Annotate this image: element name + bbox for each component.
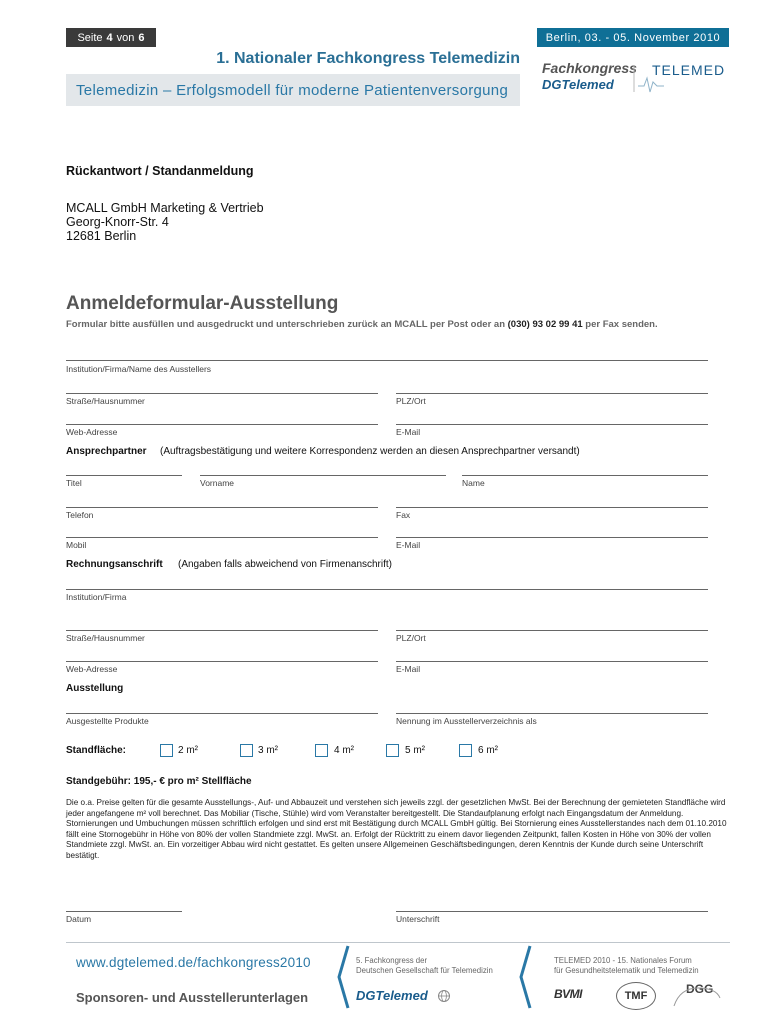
vorname-label: Vorname — [200, 478, 235, 488]
date-label: Datum — [66, 914, 92, 924]
billing-note: (Angaben falls abweichend von Firmenanschrift) — [178, 559, 392, 570]
page-total: 6 — [138, 31, 145, 44]
footer-url-link[interactable]: www.dgtelemed.de/fachkongress2010 — [76, 955, 311, 970]
telemed-logo-text: TELEMED — [652, 62, 726, 78]
stand-4-checkbox[interactable] — [315, 744, 328, 757]
fachkongress-logo-text: Fachkongress — [542, 60, 637, 76]
plz-field[interactable] — [396, 393, 708, 394]
form-title: Anmeldeformular-Ausstellung — [66, 293, 339, 314]
instructions-text-end: per Fax senden. — [582, 319, 658, 330]
stand-2-checkbox[interactable] — [160, 744, 173, 757]
billing-heading: Rechnungsanschrift — [66, 559, 163, 570]
event-date-badge: Berlin, 03. - 05. November 2010 — [537, 28, 729, 47]
page-indicator — [66, 28, 156, 47]
directory-label: Nennung im Ausstellerverzeichnis als — [396, 716, 537, 726]
billing-email-field[interactable] — [396, 661, 708, 662]
vorname-field[interactable] — [200, 475, 446, 476]
stand-3-label: 3 m² — [258, 745, 278, 756]
dgtelemed-logo-text: DGTelemed — [542, 77, 614, 92]
globe-icon — [437, 989, 451, 1003]
reply-heading: Rückantwort / Standanmeldung — [66, 164, 254, 178]
street-field[interactable] — [66, 393, 378, 394]
page-current: 4 — [106, 31, 113, 44]
tmf-logo-text: TMF — [624, 990, 648, 1002]
billing-web-field[interactable] — [66, 661, 378, 662]
bvmi-logo: BVMI — [554, 987, 582, 1001]
stand-fee: Standgebühr: 195,- € pro m² Stellfläche — [66, 776, 252, 787]
footer-mid-line1: 5. Fachkongress der — [356, 956, 428, 965]
contact-email-field[interactable] — [396, 537, 708, 538]
street-label: Straße/Hausnummer — [66, 396, 145, 406]
date-field[interactable] — [66, 911, 182, 912]
billing-institution-label: Institution/Firma — [66, 592, 127, 602]
web-field[interactable] — [66, 424, 378, 425]
fax-number: (030) 93 02 99 41 — [507, 319, 583, 330]
dgg-logo: DGG — [686, 982, 714, 996]
chevron-left-icon-2 — [518, 944, 532, 1010]
mobil-label: Mobil — [66, 540, 87, 550]
titel-field[interactable] — [66, 475, 182, 476]
stand-area-label: Standfläche: — [66, 745, 127, 756]
signature-label: Unterschrift — [396, 914, 440, 924]
fax-label: Fax — [396, 510, 411, 520]
stand-5-checkbox[interactable] — [386, 744, 399, 757]
billing-plz-label: PLZ/Ort — [396, 633, 426, 643]
address-street: Georg-Knorr-Str. 4 — [66, 215, 169, 229]
footer-mid-line2: Deutschen Gesellschaft für Telemedizin — [356, 966, 493, 975]
email-label: E-Mail — [396, 427, 421, 437]
footer-right-line2: für Gesundheitstelematik und Telemedizin — [554, 966, 699, 975]
billing-street-label: Straße/Hausnummer — [66, 633, 145, 643]
page-of: von — [116, 31, 135, 44]
form-instructions — [66, 319, 658, 330]
dgg-swoosh-icon — [670, 984, 724, 1010]
terms-paragraph: Die o.a. Preise gelten für die gesamte Ausstellungs-, Auf- und Abbauzeit und verstehen sich jeweils zzgl. der gesetzlichen MwSt. Bei der Berechnung der gemieteten Standfläche wird jeder angefangene m² voll berechnet. Das Mobiliar (Tische, Stühle) wird vom Veranstalter bereitgestellt. Die Standaufplanung erfolgt nach Eingangsdatum der Anmeldung. Stornierungen und Umbuchungen müssen schriftlich erfolgen und sind erst mit Bestätigung durch MCALL GmbH gültig. Bei Stornierung eines Ausstellerstandes nach dem 01.10.2010 fällt eine Stornogebühr in Höhe von 80% der vollen Standmiete zzgl. MwSt. an. Erfolgt der Rücktritt zu einem davor liegenden Zeitpunkt, fallen Kosten in Höhe von 30% der vollen Standmiete zzgl. MwSt. an. Ein vorzeitiger Abbau wird nicht gestattet. Es gelten unsere Allgemeinen Geschäftsbedingungen, deren Kenntnis der Kunde durch seine Unterschrift bestätigt. — [66, 798, 727, 860]
institution-field[interactable] — [66, 360, 708, 361]
congress-title: 1. Nationaler Fachkongress Telemedizin — [216, 50, 520, 67]
address-company: MCALL GmbH Marketing & Vertrieb — [66, 201, 264, 215]
address-city: 12681 Berlin — [66, 229, 137, 243]
page-prefix: Seite — [77, 31, 103, 44]
stand-4-label: 4 m² — [334, 745, 354, 756]
stand-3-checkbox[interactable] — [240, 744, 253, 757]
chevron-left-icon — [336, 944, 350, 1010]
footer-dgtelemed-text — [356, 956, 493, 976]
exhibit-heading: Ausstellung — [66, 683, 124, 694]
name-field[interactable] — [462, 475, 708, 476]
institution-label: Institution/Firma/Name des Ausstellers — [66, 364, 212, 374]
footer-dgtelemed-logo: DGTelemed — [356, 988, 428, 1003]
congress-subtitle: Telemedizin – Erfolgsmodell für moderne Patientenversorgung — [76, 82, 509, 99]
web-label: Web-Adresse — [66, 427, 118, 437]
email-field[interactable] — [396, 424, 708, 425]
products-field[interactable] — [66, 713, 378, 714]
fax-field[interactable] — [396, 507, 708, 508]
contact-heading: Ansprechpartner — [66, 446, 147, 457]
billing-web-label: Web-Adresse — [66, 664, 118, 674]
instructions-text: Formular bitte ausfüllen und ausgedruckt und unterschrieben zurück an MCALL per Post oder an — [66, 319, 508, 330]
tmf-logo — [616, 982, 656, 1010]
titel-label: Titel — [66, 478, 82, 488]
billing-street-field[interactable] — [66, 630, 378, 631]
products-label: Ausgestellte Produkte — [66, 716, 149, 726]
footer-sponsors-title: Sponsoren- und Ausstellerunterlagen — [76, 990, 309, 1005]
stand-6-label: 6 m² — [478, 745, 498, 756]
telefon-field[interactable] — [66, 507, 378, 508]
contact-note: (Auftragsbestätigung und weitere Korrespondenz werden an diesen Ansprechpartner versandt) — [160, 446, 580, 457]
footer-divider — [66, 942, 730, 943]
footer-telemed-text — [554, 956, 699, 976]
telefon-label: Telefon — [66, 510, 94, 520]
billing-institution-field[interactable] — [66, 589, 708, 590]
stand-2-label: 2 m² — [178, 745, 198, 756]
directory-field[interactable] — [396, 713, 708, 714]
footer-right-line1: TELEMED 2010 - 15. Nationales Forum — [554, 956, 692, 965]
billing-email-label: E-Mail — [396, 664, 421, 674]
contact-email-label: E-Mail — [396, 540, 421, 550]
plz-label: PLZ/Ort — [396, 396, 426, 406]
billing-plz-field[interactable] — [396, 630, 708, 631]
name-label: Name — [462, 478, 485, 488]
stand-5-label: 5 m² — [405, 745, 425, 756]
mobil-field[interactable] — [66, 537, 378, 538]
stand-6-checkbox[interactable] — [459, 744, 472, 757]
signature-field[interactable] — [396, 911, 708, 912]
